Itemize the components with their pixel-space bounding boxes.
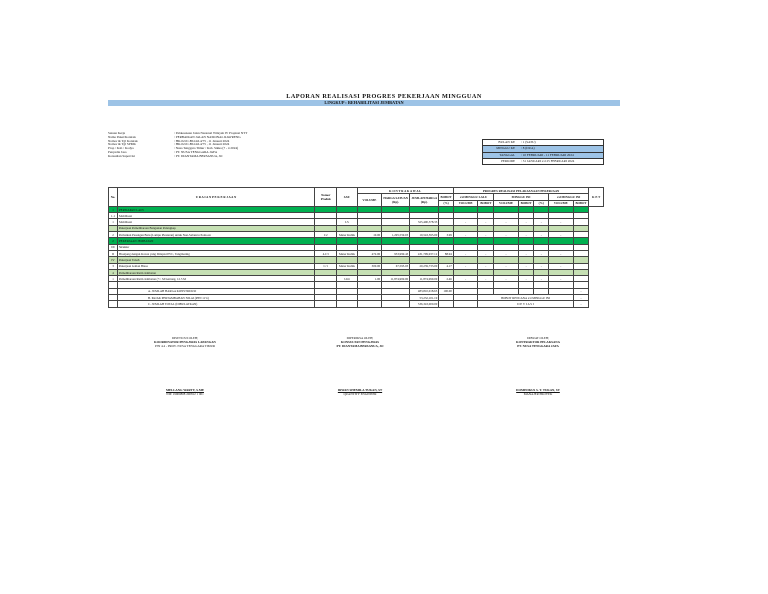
signature-org1: KONTRAKTOR PELAKSANA [516, 340, 560, 344]
week-value: : 1 (SATU) [521, 140, 536, 144]
signer-name: MELLANG WARTY, S.ME [166, 388, 204, 392]
cell-progress: - [518, 250, 534, 256]
week-label: BULAN KE [498, 140, 515, 144]
cell-nomor: C/1 [315, 263, 337, 269]
info-value: : PERBAIKAN JALAN NASIONAL RAWRENG [174, 134, 241, 139]
col-progres: PROGRES REALISASI PELAKSANAAN PEKERJAAN [453, 188, 588, 194]
cell-nomor: C2 [315, 232, 337, 238]
progress-table [108, 187, 604, 308]
cell-jumlah: 11,874,999.00 [410, 276, 439, 282]
table-row [109, 301, 604, 307]
col-kontrak: K O N T R A K A W A L [357, 188, 453, 194]
col-ket: K E T [589, 188, 604, 207]
info-value: : HK.02.01.Bb14.6.4/75 , 11 Januari 2024 [174, 138, 230, 143]
cell-uraian: A. JUMLAH HARGA KONSTRUKSI [117, 288, 314, 294]
cell-vol [357, 301, 382, 307]
cell-uraian: Pekerjaan Galian Biasa [117, 263, 314, 269]
cell-progress: - [494, 250, 519, 256]
cell-jumlah: 431,799,937.12 [410, 250, 439, 256]
info-value: : PT. DIANTAMA BERSANUA, JO [174, 153, 223, 158]
cell-no: III [109, 244, 118, 250]
info-label: Nomor & Tgl SPMK [108, 142, 136, 147]
cell-bobot: 88.94 [439, 250, 454, 256]
cell-uraian: Pekerjaan Tanah [117, 257, 314, 263]
cell-jumlah: 325,400,378.35 [410, 219, 439, 225]
col-lalu-volume: VOLUME [453, 200, 478, 206]
info-label: Konsultan Supervisi [108, 153, 135, 158]
cell-vol: 300.00 [357, 263, 382, 269]
info-label: Penyedia Jasa [108, 149, 127, 154]
signature-role: DIPERIKSA OLEH; [346, 336, 374, 340]
cell-no: 4 [109, 269, 118, 275]
cell-uraian: Pemeliharaan Rutin Jembatan [117, 269, 314, 275]
signature-org2: PJN 4.4 - PROV. NUSA TENGGARA TIMUR [154, 344, 216, 348]
cell-no: 1 [109, 206, 118, 212]
cell-jumlah: 53,232,101.19 [410, 295, 439, 301]
cell-progress: - [534, 219, 549, 225]
cell-uraian: Mobilisasi [117, 213, 314, 219]
col-sdini: s/d MINGGU INI [549, 194, 589, 200]
cell-progress: - [549, 219, 574, 225]
cell-uraian: Perbaikan Pasangan Batu (Lampu Plesteran) untuk Non-Sabuncu Pontoon [117, 232, 314, 238]
info-label: Satuan Kerja [108, 131, 126, 135]
info-value: : Pelaksanaan Jalan Nasional Wilayah IV Propinsi NTT [174, 131, 248, 135]
cell-uraian: Pekerjaan Pemeliharaan Bangunan Pelengkap [117, 225, 314, 231]
cell-bobot: 100.00 [439, 288, 454, 294]
week-label: PERIODE [501, 158, 515, 163]
cell-bobot [439, 301, 454, 307]
cell-progress: D E V I A S I [478, 301, 573, 307]
cell-harga: 11,874,999.00 [382, 276, 410, 282]
cell-vol: 472.00 [357, 250, 382, 256]
week-label: TANGGAL [499, 152, 515, 157]
cell-progress: - [453, 232, 478, 238]
col-uraian: U R A I A N P E K E R J A A N [117, 188, 314, 207]
cell-jumlah: 20,239,733.00 [410, 263, 439, 269]
cell-sat [337, 301, 357, 307]
cell-nomor: 4.C3 [315, 250, 337, 256]
cell-sat: Meter Kubik [337, 263, 357, 269]
cell-sat: LS [337, 219, 357, 225]
cell-progress: - [494, 263, 519, 269]
cell-progress: - [494, 276, 519, 282]
cell-bobot: 3.99 [439, 232, 454, 238]
cell-uraian: Bronjong dengan Kawat yang Dilapisi PVC, Tangmaring [117, 250, 314, 256]
col-lalu-bobot: BOBOT [478, 200, 494, 206]
cell-progress: - [494, 219, 519, 225]
project-info [108, 132, 308, 159]
signature-block [300, 336, 420, 348]
cell-progress: - [549, 276, 574, 282]
info-value: : Nusa Tenggara Timur / Kab. Sikka (7 - 4 2024) [174, 146, 239, 151]
signer-id: MANAJER PROYEK [523, 392, 553, 396]
cell-progress: - [534, 232, 549, 238]
signature-role: DIBUAT OLEH; [527, 336, 549, 340]
cell-harga [382, 301, 410, 307]
signature-name-block [478, 388, 598, 396]
cell-harga: 1,295,559.03 [382, 232, 410, 238]
cell-vol: 1.00 [357, 276, 382, 282]
cell-sat: Unit [337, 276, 357, 282]
cell-harga: 67,595.03 [382, 263, 410, 269]
cell-progress: - [573, 288, 589, 294]
signature-block [125, 336, 245, 348]
col-bobot-pct: (%) [439, 200, 454, 206]
week-label: MINGGU KE [496, 146, 515, 151]
cell-uraian: Pemeliharaan Rutin Jembatan (+/- M bentang, 12.5 M [117, 276, 314, 282]
cell-progress [453, 301, 478, 307]
cell-uraian: PERSIAPAN LAIN [117, 206, 314, 212]
signer-name: IRWAN SHEMILA TUKAN, ST [337, 388, 383, 392]
info-label: Prop / Kab / Kodya [108, 146, 134, 151]
cell-no: 2 [109, 232, 118, 238]
week-row [483, 159, 603, 164]
cell-no: 1.1 [109, 213, 118, 219]
cell-uraian: PEKERJAAN JEMBATAN [117, 238, 314, 244]
cell-progress: - [453, 276, 478, 282]
signature-name-block [300, 388, 420, 396]
info-label: Nama Paket/Kontrak [108, 134, 136, 139]
cell-no: 3 [109, 263, 118, 269]
col-ini-volume: VOLUME [494, 200, 519, 206]
col-harga: HARGA SATUAN (Rp). [382, 194, 410, 207]
cell-progress: - [478, 263, 494, 269]
signer-name: DOMINIKUS S. T. TUKAN, ST [516, 388, 560, 392]
signer-id: NIP. 19900808 200812 1 001 [166, 392, 204, 396]
col-ini: MINGGU INI [494, 194, 549, 200]
col-ini-pct: (%) [534, 200, 549, 206]
cell-uraian: B. PAJAK PERTAMBAHAN NILAI (PPN 11%) [117, 295, 314, 301]
cell-no: 2 [109, 238, 118, 244]
signer-id: QUANTITY ENGINEER [343, 392, 377, 396]
week-info-box [482, 139, 604, 165]
cell-progress: - [549, 263, 574, 269]
cell-progress: - [453, 263, 478, 269]
signature-org1: KONSULTAN PENGAWAS [340, 340, 380, 344]
signature-name-block [125, 388, 245, 396]
cell-progress: - [573, 295, 589, 301]
cell-no [109, 301, 118, 307]
week-value: : 10 FEBRUARI - 11 FEBRUARI 2024 [521, 152, 574, 157]
week-value: : 31 JANUARI s/d 25 FEBRUARI 2024 [521, 158, 575, 163]
col-sat: SAT. [337, 188, 357, 207]
cell-progress: - [478, 276, 494, 282]
cell-jumlah: 483,810,018.65 [410, 288, 439, 294]
info-label: Nomor & Tgl Kontrak [108, 138, 138, 143]
cell-progress: - [518, 219, 534, 225]
cell-progress: - [518, 232, 534, 238]
info-line [108, 155, 308, 159]
report-title: LAPORAN REALISASI PROGRES PEKERJAAN MINGGUAN [286, 93, 482, 100]
cell-jumlah: 536,343,000.00 [410, 301, 439, 307]
cell-nomor [315, 301, 337, 307]
cell-vol: 10.00 [357, 232, 382, 238]
cell-progress: - [534, 250, 549, 256]
col-lalu: s/d MINGGU LALU [453, 194, 493, 200]
col-ini-bobot: BOBOT [518, 200, 534, 206]
cell-harga: 933,999.43 [382, 250, 410, 256]
cell-bobot: 2.46 [439, 276, 454, 282]
signature-org2: PT. DIANTAMA BERSANUA, JO [336, 344, 384, 348]
cell-progress: - [534, 276, 549, 282]
cell-no: 1 [109, 276, 118, 282]
cell-progress: - [549, 232, 574, 238]
cell-progress: BOBOT RENCANA s/d MINGGU INI [478, 295, 573, 301]
cell-uraian: Struktur [117, 244, 314, 250]
cell-sat: Meter Kubik [337, 250, 357, 256]
col-volume: VOLUME [357, 194, 382, 207]
cell-no: II [109, 250, 118, 256]
report-subtitle: LINGKUP : REHABILITASI JEMBATAN [108, 100, 620, 106]
cell-uraian: C. JUMLAH TOTAL (DIBULATKAN) [117, 301, 314, 307]
cell-progress: - [478, 232, 494, 238]
col-sdini-bobot: BOBOT [573, 200, 589, 206]
signature-block [478, 336, 598, 348]
cell-jumlah: 19,543,595.00 [410, 232, 439, 238]
col-no: No. [109, 188, 118, 207]
week-value: : 8 (DUA) [521, 146, 535, 151]
col-nomor: Nomor Produk [315, 188, 337, 207]
cell-progress: - [494, 232, 519, 238]
cell-progress: - [518, 276, 534, 282]
col-sdini-volume: VOLUME [549, 200, 574, 206]
col-jumlah: JUMLAH HARGA (Rp). [410, 194, 439, 207]
signature-role: DISETUJUI OLEH; [171, 336, 199, 340]
cell-progress: - [453, 219, 478, 225]
cell-progress: - [478, 219, 494, 225]
cell-sat: Meter Kubik [337, 232, 357, 238]
cell-no: IV [109, 257, 118, 263]
signature-org2: PT. NUSA TENGGARA JAYA [517, 344, 559, 348]
cell-progress: - [453, 250, 478, 256]
info-value: : HK.02.01.Bb14.6.4/75 , 11 Januari 2024 [174, 142, 230, 147]
cell-progress: - [549, 250, 574, 256]
cell-uraian: Mobilisasi [117, 219, 314, 225]
info-value: : PT. NUSA TENGGARA JAYA [174, 149, 218, 154]
cell-progress: - [573, 301, 589, 307]
cell-progress: - [534, 263, 549, 269]
signature-org1: KOORDINATOR PENGAWAS LAPANGAN [154, 340, 216, 344]
col-bobot: BOBOT [440, 194, 452, 199]
cell-no: 1 [109, 219, 118, 225]
cell-progress: - [518, 263, 534, 269]
cell-progress: - [478, 250, 494, 256]
cell-bobot: 4.17 [439, 263, 454, 269]
